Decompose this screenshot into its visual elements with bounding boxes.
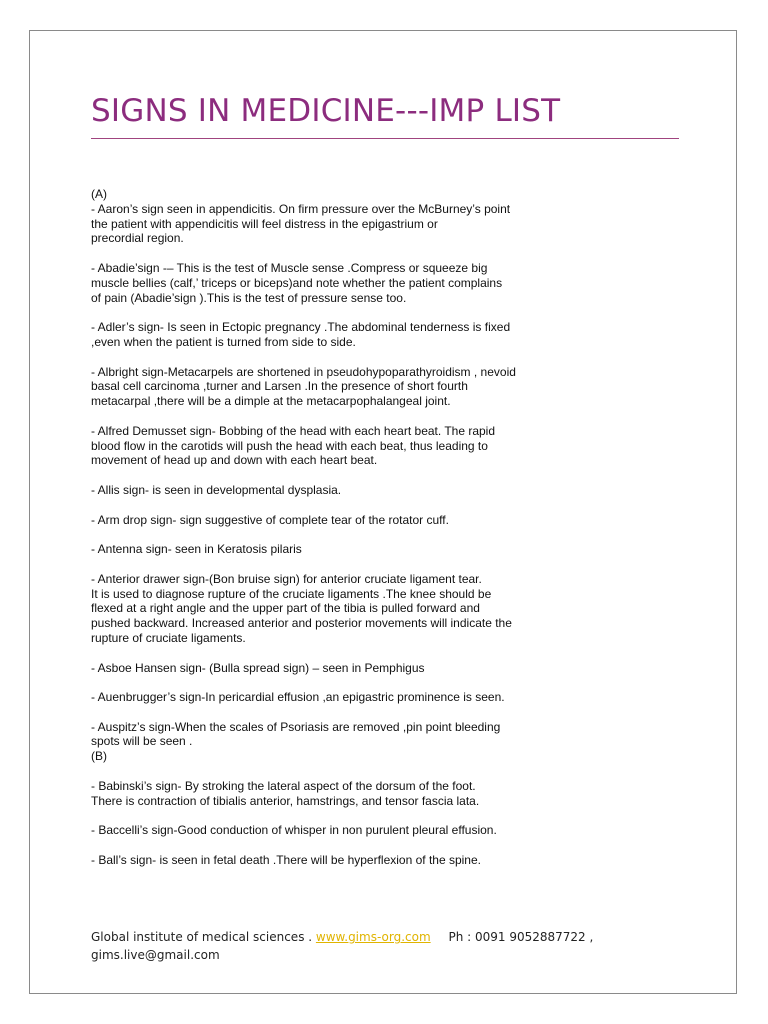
footer-email: gims.live@gmail.com <box>91 947 220 962</box>
sign-entry <box>91 779 651 809</box>
document-page <box>29 30 737 994</box>
entry-line: basal cell carcinoma ,turner and Larsen .In the presence of short fourth <box>91 379 468 394</box>
entry-line: - Auspitz’s sign-When the scales of Psoriasis are removed ,pin point bleeding <box>91 719 501 734</box>
entry-line: - Allis sign- is seen in developmental dysplasia. <box>91 482 342 497</box>
entry-line: - Baccelli’s sign-Good conduction of whisper in non purulent pleural effusion. <box>91 823 497 838</box>
entry-line: the patient with appendicitis will feel distress in the epigastrium or <box>91 216 438 231</box>
sign-entry <box>91 320 651 350</box>
entry-line: It is used to diagnose rupture of the cruciate ligaments .The knee should be <box>91 586 492 601</box>
sign-entry <box>91 853 651 868</box>
entry-line: muscle bellies (calf,’ triceps or biceps)and note whether the patient complains <box>91 275 503 290</box>
entry-line: - Auenbrugger’s sign-In pericardial effusion ,an epigastric prominence is seen. <box>91 690 505 705</box>
footer-phone: Ph : 0091 9052887722 , <box>448 930 594 944</box>
entry-line: - Aaron’s sign seen in appendicitis. On firm pressure over the McBurney’s point <box>91 201 511 216</box>
sign-entry <box>91 202 651 246</box>
sign-entry <box>91 690 651 705</box>
page-footer <box>91 929 651 964</box>
entry-line: movement of head up and down with each heart beat. <box>91 453 378 468</box>
entry-line: - Arm drop sign- sign suggestive of complete tear of the rotator cuff. <box>91 512 449 527</box>
entry-line: blood flow in the carotids will push the head with each beat, thus leading to <box>91 438 488 453</box>
entry-line: - Asboe Hansen sign- (Bulla spread sign) – seen in Pemphigus <box>91 660 425 675</box>
sign-entry <box>91 572 651 646</box>
entry-line: pushed backward. Increased anterior and posterior movements will indicate the <box>91 616 512 631</box>
section-heading: (B) <box>91 749 107 764</box>
entry-line: - Abadie’sign -– This is the test of Muscle sense .Compress or squeeze big <box>91 260 488 275</box>
entry-line: precordial region. <box>91 231 184 246</box>
entry-line: metacarpal ,there will be a dimple at the metacarpophalangeal joint. <box>91 394 451 409</box>
entry-line: - Adler’s sign- Is seen in Ectopic pregnancy .The abdominal tenderness is fixed <box>91 320 511 335</box>
entry-line: - Ball’s sign- is seen in fetal death .There will be hyperflexion of the spine. <box>91 852 481 867</box>
title-divider <box>91 138 679 139</box>
entry-line: - Antenna sign- seen in Keratosis pilaris <box>91 542 302 557</box>
entry-line: spots will be seen . <box>91 734 193 749</box>
entry-line: - Anterior drawer sign-(Bon bruise sign) for anterior cruciate ligament tear. <box>91 571 482 586</box>
entry-line: There is contraction of tibialis anterior, hamstrings, and tensor fascia lata. <box>91 793 480 808</box>
sign-entry <box>91 542 651 557</box>
entry-line: - Albright sign-Metacarpels are shortened in pseudohypoparathyroidism , nevoid <box>91 364 516 379</box>
sign-entry <box>91 261 651 305</box>
sign-entry <box>91 720 651 750</box>
sign-entry <box>91 424 651 468</box>
entry-line: of pain (Abadie’sign ).This is the test of pressure sense too. <box>91 290 407 305</box>
entry-line: rupture of cruciate ligaments. <box>91 630 246 645</box>
sign-entry <box>91 365 651 409</box>
page-title: SIGNS IN MEDICINE---IMP LIST <box>91 93 561 129</box>
footer-website-link[interactable]: www.gims-org.com <box>315 930 431 944</box>
section-heading: (A) <box>91 187 107 201</box>
document-body <box>91 187 651 882</box>
heading-spacer <box>91 764 651 779</box>
sign-entry <box>91 823 651 838</box>
entry-line: - Alfred Demusset sign- Bobbing of the head with each heart beat. The rapid <box>91 423 496 438</box>
sign-entry <box>91 483 651 498</box>
sign-entry <box>91 513 651 528</box>
entry-line: - Babinski’s sign- By stroking the lateral aspect of the dorsum of the foot. <box>91 778 476 793</box>
entry-line: flexed at a right angle and the upper part of the tibia is pulled forward and <box>91 601 480 616</box>
footer-institute: Global institute of medical sciences . <box>91 930 313 944</box>
entry-line: ,even when the patient is turned from side to side. <box>91 334 356 349</box>
sign-entry <box>91 661 651 676</box>
